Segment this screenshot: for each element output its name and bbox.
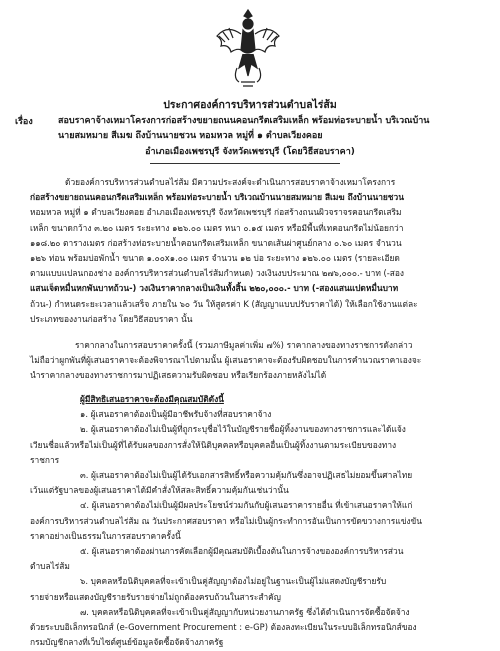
qualification-line: ด้วยระบบอิเล็กทรอนิกส์ (e-Government Procurement : e-GP) ต้องลงทะเบียนในระบบอิเล็กทรอนิกส์ของ <box>30 622 417 633</box>
qualification-line: ๓. ผู้เสนอราคาต้องไม่เป็นผู้ได้รับเอกสารสิทธิ์หรือความคุ้มกันซึ่งอาจปฏิเสธไม่ยอมขึ้นศาลไทย <box>80 470 413 481</box>
paragraph-intro <box>30 175 475 327</box>
intro-line: ด้วยองค์การบริหารส่วนตำบลไร่ส้ม มีความประสงค์จะดำเนินการสอบราคาจ้างเหมาโครงการ <box>65 177 396 187</box>
intro-line: ก่อสร้างขยายถนนคอนกรีตเสริมเหล็ก พร้อมท่อระบายน้ำ บริเวณบ้านนายสมหมาย สีเมฆ ถึงบ้านนายชวน <box>30 192 404 203</box>
qualifications-section <box>30 392 475 650</box>
qualification-line: ๕. ผู้เสนอราคาต้องผ่านการคัดเลือกผู้มีคุณสมบัติเบื้องต้นในการจ้างขององค์การบริหารส่วน <box>80 546 404 557</box>
qualification-line: ๖. บุคคลหรือนิติบุคคลที่จะเข้าเป็นคู่สัญญาต้องไม่อยู่ในฐานะเป็นผู้ไม่แสดงบัญชีรายรับ <box>80 576 387 587</box>
qualification-line: ๔. ผู้เสนอราคาต้องไม่เป็นผู้มีผลประโยชน์ร่วมกันกับผู้เสนอราคารายอื่น ที่เข้าเสนอราคาให้แก่ <box>80 500 413 511</box>
paragraph-median-price <box>30 338 475 384</box>
intro-line: หอมหวล หมู่ที่ ๑ ตำบลเวียงคอย อำเภอเมืองเพชรบุรี จังหวัดเพชรบุรี ก่อสร้างถนนผิวจราจรคอนกรีตเสริม <box>30 207 402 218</box>
intro-line: แสนเจ็ดหมื่นหกพันบาทถ้วน-) วงเงินราคากลางเป็นเงินทั้งสิ้น ๒๒๐,๐๐๐.- บาท (-สองแสนแปดหมื่นบาท <box>30 283 399 294</box>
announcement-title: ประกาศองค์การบริหารส่วนตำบลไร่ส้ม <box>163 99 337 111</box>
subject-line-3: อำเภอเมืองเพชรบุรี จังหวัดเพชรบุรี (โดยวิธีสอบราคา) <box>145 147 355 157</box>
qualification-line: กรมบัญชีกลางที่เว็บไซต์ศูนย์ข้อมูลจัดซื้อจัดจ้างภาครัฐ <box>30 637 224 648</box>
intro-line: ตามแบบแปลนกองช่าง องค์การบริหารส่วนตำบลไร่ส้มกำหนด) วงเงินงบประมาณ ๒๗๖,๐๐๐.- บาท (-สอง <box>30 268 405 279</box>
price-line: ราคากลางในการสอบราคาครั้งนี้ (รวมภาษีมูลค่าเพิ่ม ๗%) ราคากลางของทางราชการดังกล่าว <box>75 340 413 350</box>
price-line: ไม่ถือว่าผูกพันที่ผู้เสนอราคาจะต้องพิจารณาไปตามนั้น ผู้เสนอราคาจะต้องรับผิดชอบในการคำนวณราคาเองจะ <box>30 355 422 366</box>
intro-line: ๑๒๖ ท่อน พร้อมบ่อพักน้ำ ขนาด ๑.๐๐x๑.๐๐ เมตร จำนวน ๑๒ บ่อ ระยะทาง ๑๒๖.๐๐ เมตร (รายละเอียด <box>30 253 400 264</box>
qualification-line: รายจ่ายหรือแสดงบัญชีรายรับรายจ่ายไม่ถูกต้องครบถ้วนในสาระสำคัญ <box>30 591 281 602</box>
subject-line-1: สอบราคาจ้างเหมาโครงการก่อสร้างขยายถนนคอนกรีตเสริมเหล็ก พร้อมท่อระบายน้ำ บริเวณบ้าน <box>58 116 430 126</box>
qualifications-heading: ผู้มีสิทธิเสนอราคาจะต้องมีคุณสมบัติดังนี้ <box>80 394 224 404</box>
garuda-emblem-icon <box>213 6 283 90</box>
qualification-line: ราชการ <box>30 454 60 465</box>
intro-line: ถ้วน-) กำหนดระยะเวลาแล้วเสร็จ ภายใน ๖๐ วัน ให้สูตรค่า K (สัญญาแบบปรับราคาได้) ให้เลือกใช้งานแต่ละ <box>30 298 418 309</box>
qualification-line: เว้นแต่รัฐบาลของผู้เสนอราคาได้มีคำสั่งให้สละสิทธิ์ความคุ้มกันเช่นว่านั้น <box>30 485 289 496</box>
qualification-line: ตำบลไร่ส้ม <box>30 561 70 572</box>
subject-label: เรื่อง <box>15 117 33 127</box>
price-line: นำราคากลางของทางราชการมาปฏิเสธความรับผิดชอบ หรือเรียกร้องภายหลังไม่ได้ <box>30 370 327 381</box>
intro-line: ๑๑๘.๒๐ ตารางเมตร ก่อสร้างท่อระบายน้ำคอนกรีตเสริมเหล็ก ขนาดเส้นผ่าศูนย์กลาง ๐.๖๐ เมตร จำนวน <box>30 237 402 248</box>
qualification-line: เวียนชื่อแล้วหรือไม่เป็นผู้ที่ได้รับผลของการสั่งให้นิติบุคคลหรือบุคคลอื่นเป็นผู้ทิ้งงานตามระเบียบของทาง <box>30 439 397 450</box>
intro-line: เหล็ก ขนาดกว้าง ๓.๒๐ เมตร ระยะทาง ๑๒๖.๐๐ เมตร หนา ๐.๑๕ เมตร หรือมีพื้นที่เทคอนกรีตไม่น้อยกว่า <box>30 222 404 233</box>
qualification-line: ๑. ผู้เสนอราคาต้องเป็นผู้มีอาชีพรับจ้างที่สอบราคาจ้าง <box>80 409 272 420</box>
qualification-line: ๒. ผู้เสนอราคาต้องไม่เป็นผู้ที่ถูกระบุชื่อไว้ในบัญชีรายชื่อผู้ทิ้งงานของทางราชการและได้แจ้ง <box>80 424 406 435</box>
subject-line-2: นายสมหมาย สีเมฆ ถึงบ้านนายชวน หอมหวล หมู่ที่ ๑ ตำบลเวียงคอย <box>58 131 323 141</box>
qualification-line: องค์การบริหารส่วนตำบลไร่ส้ม ณ วันประกาศสอบราคา หรือไม่เป็นผู้กระทำการอันเป็นการขัดขวางการแข่งขัน <box>30 515 422 526</box>
intro-line: ประเภทของงานก่อสร้าง โดยวิธีสอบราคา นั้น <box>30 313 193 324</box>
qualification-line: ๗. บุคคลหรือนิติบุคคลที่จะเข้าเป็นคู่สัญญากับหน่วยงานภาครัฐ ซึ่งได้ดำเนินการจัดซื้อจัดจ้าง <box>80 606 410 617</box>
qualification-line: ราคาอย่างเป็นธรรมในการสอบราคาครั้งนี้ <box>30 530 181 541</box>
divider <box>150 163 340 164</box>
